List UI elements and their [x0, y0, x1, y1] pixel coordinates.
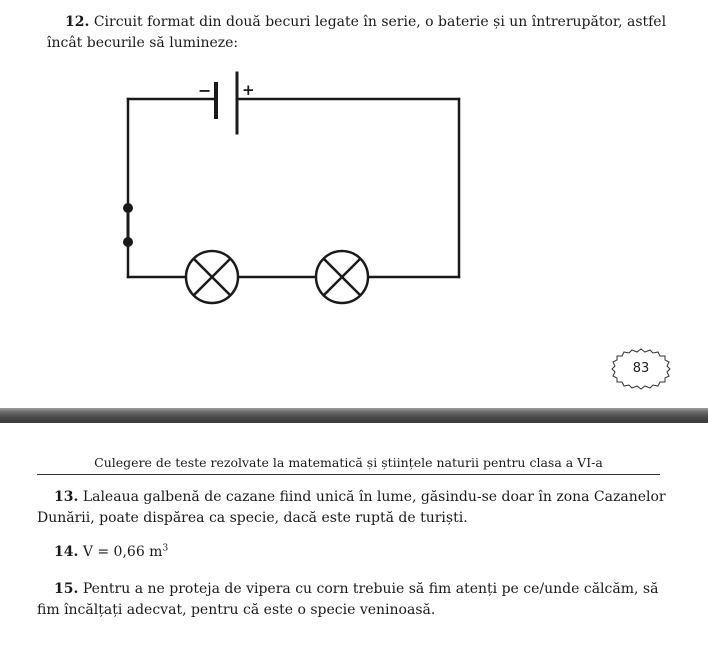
- bulb-2: [316, 251, 368, 303]
- answer-13-number: 13.: [54, 489, 79, 505]
- question-12-text: Circuit format din două becuri legate în serie, o baterie și un întrerupător, astfel încât becurile să lumineze:: [47, 14, 667, 51]
- question-12-number: 12.: [65, 14, 90, 30]
- switch-contact-top: [123, 203, 133, 213]
- battery-plus-label: +: [242, 81, 255, 99]
- running-header: Culegere de teste rezolvate la matematică și științele naturii pentru clasa a VI-a: [37, 454, 660, 475]
- bulb-1: [186, 251, 238, 303]
- answer-14-text: V = 0,66 m: [82, 544, 163, 560]
- switch-contact-bottom: [123, 237, 133, 247]
- page-number: 83: [632, 361, 650, 376]
- answer-14-number: 14.: [54, 544, 79, 560]
- answer-13: [37, 487, 667, 529]
- battery-minus-label: −: [198, 81, 212, 100]
- answer-15-text: Pentru a ne proteja de vipera cu corn trebuie să fim atenți pe ce/unde călcăm, să fim încălțați adecvat, pentru că este o specie veninoasă.: [37, 581, 659, 618]
- answer-15-number: 15.: [54, 581, 79, 597]
- answer-15: [37, 579, 667, 621]
- answer-13-text: Laleaua galbenă de cazane fiind unică în lume, găsindu-se doar în zona Cazanelor Dunării, poate dispărea ca specie, dacă este ruptă de turiști.: [37, 489, 666, 526]
- page-break-divider: [0, 408, 708, 423]
- answer-14: [37, 542, 667, 563]
- answer-14-exponent: 3: [162, 543, 169, 554]
